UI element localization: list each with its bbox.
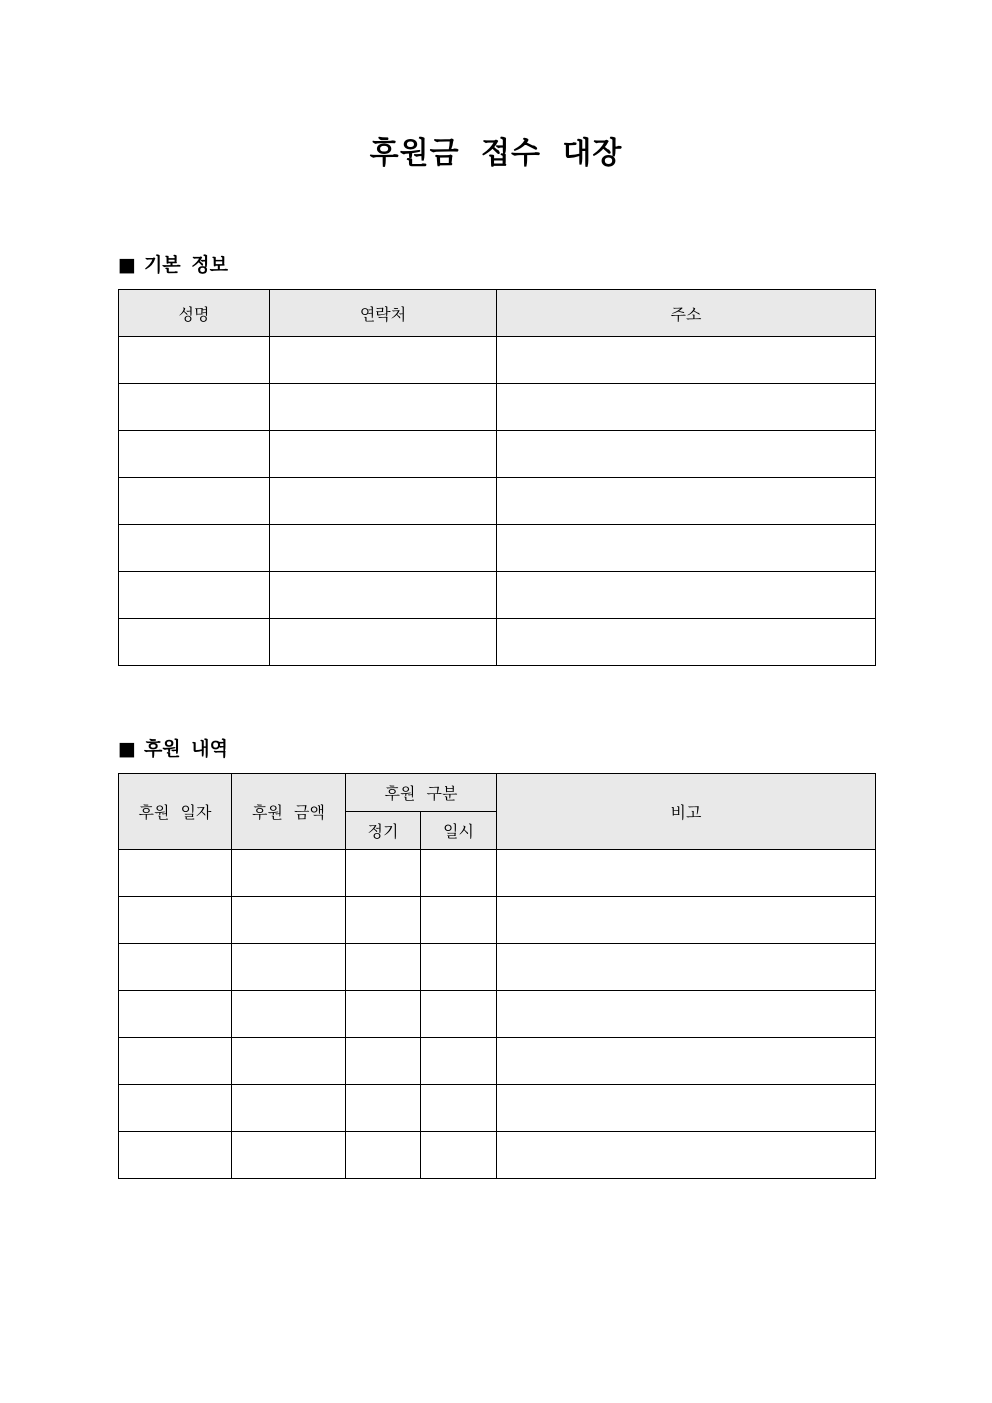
donation-amount-cell[interactable] [232, 850, 346, 897]
column-header-name: 성명 [119, 290, 270, 337]
column-header-donation-amount: 후원 금액 [232, 774, 346, 850]
donation-amount-cell[interactable] [232, 991, 346, 1038]
regular-cell[interactable] [346, 1038, 421, 1085]
contact-cell[interactable] [270, 619, 497, 666]
onetime-cell[interactable] [421, 1038, 497, 1085]
column-header-address: 주소 [497, 290, 876, 337]
onetime-cell[interactable] [421, 1085, 497, 1132]
onetime-cell[interactable] [421, 991, 497, 1038]
table-row [119, 850, 876, 897]
address-cell[interactable] [497, 525, 876, 572]
contact-cell[interactable] [270, 431, 497, 478]
note-cell[interactable] [497, 944, 876, 991]
column-header-note: 비고 [497, 774, 876, 850]
table-header-row [119, 290, 876, 337]
table-row [119, 572, 876, 619]
contact-cell[interactable] [270, 478, 497, 525]
table-row [119, 384, 876, 431]
note-cell[interactable] [497, 991, 876, 1038]
table-row [119, 944, 876, 991]
note-cell[interactable] [497, 1038, 876, 1085]
contact-cell[interactable] [270, 337, 497, 384]
name-cell[interactable] [119, 478, 270, 525]
name-cell[interactable] [119, 431, 270, 478]
regular-cell[interactable] [346, 1132, 421, 1179]
basic-info-heading [118, 252, 228, 278]
square-bullet-icon: ■ [118, 738, 136, 760]
donation-date-cell[interactable] [119, 850, 232, 897]
name-cell[interactable] [119, 384, 270, 431]
column-header-onetime: 일시 [421, 812, 497, 850]
square-bullet-icon: ■ [118, 254, 136, 276]
donation-amount-cell[interactable] [232, 1132, 346, 1179]
note-cell[interactable] [497, 1132, 876, 1179]
table-row [119, 525, 876, 572]
table-row [119, 619, 876, 666]
donation-amount-cell[interactable] [232, 1085, 346, 1132]
onetime-cell[interactable] [421, 944, 497, 991]
donation-date-cell[interactable] [119, 1085, 232, 1132]
basic-info-heading-text: 기본 정보 [143, 254, 228, 276]
donation-history-heading-text: 후원 내역 [143, 738, 228, 760]
contact-cell[interactable] [270, 525, 497, 572]
table-row [119, 431, 876, 478]
table-row [119, 337, 876, 384]
table-row [119, 897, 876, 944]
donation-amount-cell[interactable] [232, 897, 346, 944]
name-cell[interactable] [119, 525, 270, 572]
table-row [119, 1038, 876, 1085]
donation-date-cell[interactable] [119, 991, 232, 1038]
donation-date-cell[interactable] [119, 1038, 232, 1085]
basic-info-table [118, 289, 876, 666]
donation-date-cell[interactable] [119, 1132, 232, 1179]
address-cell[interactable] [497, 478, 876, 525]
page-title: 후원금 접수 대장 [369, 136, 623, 171]
table-row [119, 478, 876, 525]
onetime-cell[interactable] [421, 897, 497, 944]
note-cell[interactable] [497, 897, 876, 944]
table-row [119, 1085, 876, 1132]
table-row [119, 1132, 876, 1179]
name-cell[interactable] [119, 619, 270, 666]
donation-date-cell[interactable] [119, 897, 232, 944]
name-cell[interactable] [119, 572, 270, 619]
column-header-donation-date: 후원 일자 [119, 774, 232, 850]
regular-cell[interactable] [346, 991, 421, 1038]
regular-cell[interactable] [346, 850, 421, 897]
donation-history-heading [118, 736, 228, 762]
column-header-regular: 정기 [346, 812, 421, 850]
name-cell[interactable] [119, 337, 270, 384]
donation-date-cell[interactable] [119, 944, 232, 991]
table-header-row [119, 774, 876, 812]
donation-history-table [118, 773, 876, 1179]
address-cell[interactable] [497, 384, 876, 431]
column-header-contact: 연락처 [270, 290, 497, 337]
address-cell[interactable] [497, 619, 876, 666]
note-cell[interactable] [497, 1085, 876, 1132]
table-row [119, 991, 876, 1038]
regular-cell[interactable] [346, 897, 421, 944]
column-header-donation-type: 후원 구분 [346, 774, 497, 812]
note-cell[interactable] [497, 850, 876, 897]
donation-amount-cell[interactable] [232, 944, 346, 991]
onetime-cell[interactable] [421, 850, 497, 897]
contact-cell[interactable] [270, 384, 497, 431]
address-cell[interactable] [497, 337, 876, 384]
address-cell[interactable] [497, 572, 876, 619]
donation-amount-cell[interactable] [232, 1038, 346, 1085]
address-cell[interactable] [497, 431, 876, 478]
regular-cell[interactable] [346, 944, 421, 991]
regular-cell[interactable] [346, 1085, 421, 1132]
onetime-cell[interactable] [421, 1132, 497, 1179]
contact-cell[interactable] [270, 572, 497, 619]
